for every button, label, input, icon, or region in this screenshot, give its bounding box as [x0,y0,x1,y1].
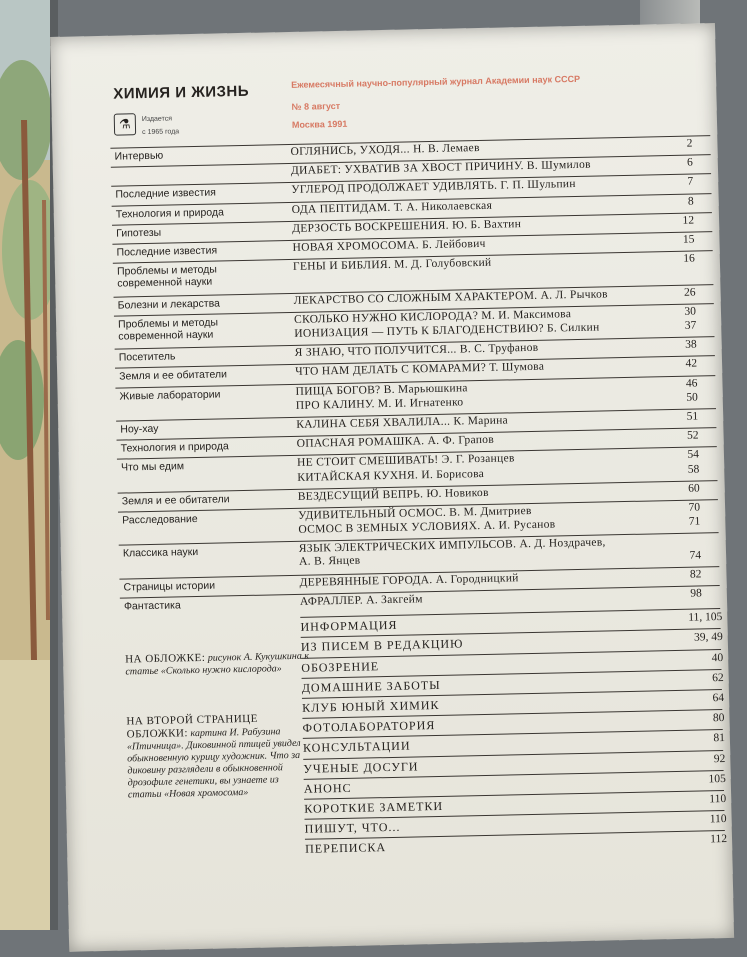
rubric-page-number: 40 [711,651,724,664]
toc-section-label: Последние известия [115,186,217,202]
toc-article-title[interactable]: ЯЗЫК ЭЛЕКТРИЧЕСКИХ ИМПУЛЬСОВ. А. Д. Ноздрачев, А. В. Янцев [298,536,606,569]
toc-section-label: Живые лаборатории [119,388,221,403]
rubric-page-number: 39, 49 [693,631,723,644]
toc-section-label: Классика науки [122,546,199,560]
rubric-page-number: 81 [713,732,726,745]
rubric-page-number: 112 [710,833,728,846]
toc-page-number: 46 [685,377,698,390]
toc-section-label: Проблемы и методы современной науки [117,316,219,343]
cover-note [125,650,310,679]
toc-section-label: Что мы едим [120,460,185,474]
rubric-title[interactable]: ПИШУТ, ЧТО... [304,819,401,836]
toc-article-title[interactable]: Я ЗНАЮ, ЧТО ПОЛУЧИТСЯ... В. С. Труфанов [294,341,539,360]
toc-section-label: Земля и ее обитатели [121,493,230,508]
toc-section-label: Гипотезы [116,226,162,240]
toc-section-label: Технология и природа [115,205,224,221]
rubric-page-number: 80 [712,712,725,725]
rubric-page-number: 92 [713,752,726,765]
toc-page-number: 26 [683,286,696,299]
rubric-title[interactable]: ФОТОЛАБОРАТОРИЯ [302,718,436,736]
magazine-title: ХИМИЯ И ЖИЗНЬ [113,82,250,103]
toc-page-number: 16 [683,252,695,265]
magazine-subtitle: Ежемесячный научно-популярный журнал Академии наук СССР [291,73,581,90]
rubric-title[interactable]: ИЗ ПИСЕМ В РЕДАКЦИЮ [300,636,464,655]
rubric-page-number: 110 [709,792,727,806]
issue-number: № 8 август [291,100,341,112]
toc-section-label: Последние известия [116,244,218,259]
toc-page-number: 54 [687,448,700,462]
toc-article-title[interactable]: НОВАЯ ХРОМОСОМА. Б. Лейбович [292,237,486,254]
toc-page-number: 51 [686,410,699,423]
toc-section-label: Проблемы и методы современной науки [116,263,218,290]
toc-article-title[interactable]: ДЕРЕВЯННЫЕ ГОРОДА. А. Городницкий [299,572,519,589]
toc-article-title[interactable]: ЛЕКАРСТВО СО СЛОЖНЫМ ХАРАКТЕРОМ. А. Л. Рычков [293,287,608,307]
toc-article-title[interactable]: ИОНИЗАЦИЯ — ПУТЬ К БЛАГОДЕНСТВИЮ? Б. Силкин [294,321,600,340]
toc-page-number: 30 [684,305,697,318]
toc-article-title[interactable]: ДИАБЕТ: УХВАТИВ ЗА ХВОСТ ПРИЧИНУ. В. Шумилов [290,158,591,178]
rubric-title[interactable]: УЧЕНЫЕ ДОСУГИ [303,759,419,776]
toc-article-title[interactable]: НЕ СТОИТ СМЕШИВАТЬ! Э. Г. Розанцев [296,452,515,470]
toc-article-title[interactable]: ДЕРЗОСТЬ ВОСКРЕШЕНИЯ. Ю. Б. Вахтин [292,217,522,235]
toc-page-number: 71 [688,515,701,528]
rubric-divider [304,790,724,800]
rubric-page-number: 105 [708,772,726,786]
toc-article-title[interactable]: АФРАЛЛЕР. А. Закгейм [299,593,423,608]
second-note-text: картина И. Рабузина «Птичница». Диковинной птицей увидел обыкновенную курицу художник. Что за диковину разглядели в обыкновенной дрозофиле генетики, вы узнаете из статьи «Новая хромосома» [126,726,301,801]
toc-article-title[interactable]: КИТАЙСКАЯ КУХНЯ. И. Борисова [297,467,485,484]
rubric-page-number: 64 [712,691,725,705]
chemistry-logo-icon: ⚗ [114,113,136,135]
toc-section-label: Посетитель [118,350,176,364]
toc-article-title[interactable]: УДИВИТЕЛЬНЫЙ ОСМОС. В. М. Дмитриев [298,504,532,522]
rubric-title[interactable]: АНОНС [303,780,352,796]
toc-page [50,23,734,952]
toc-page-number: 8 [687,195,694,208]
toc-page-number: 60 [688,482,700,495]
toc-page-number: 98 [690,587,702,600]
toc-section-label: Страницы истории [123,579,216,594]
toc-article-title[interactable]: ОДА ПЕПТИДАМ. Т. А. Николаевская [291,199,493,216]
since-text: Издается с 1965 года [141,115,180,137]
rubric-title[interactable]: ДОМАШНИЕ ЗАБОТЫ [301,677,441,695]
cover-spine [0,0,58,930]
toc-page-number: 70 [688,501,701,514]
rubric-page-number: 62 [712,671,724,685]
toc-page-number: 42 [685,357,698,371]
cover-illustration [0,0,58,930]
rubric-page-number: 11, 105 [688,611,723,624]
toc-article-title[interactable]: ОСМОС В ЗЕМНЫХ УСЛОВИЯХ. А. И. Русанов [298,518,556,537]
second-note-caption: НА ВТОРОЙ СТРАНИЦЕ ОБЛОЖКИ: [126,712,259,741]
toc-section-label: Фантастика [123,599,181,613]
toc-article-title[interactable]: ОГЛЯНИСЬ, УХОДЯ... Н. В. Лемаев [290,141,480,158]
toc-article-title[interactable]: УГЛЕРОД ПРОДОЛЖАЕТ УДИВЛЯТЬ. Г. П. Шульпин [291,178,576,197]
toc-section-label: Расследование [122,512,198,527]
toc-section-label: Интервью [114,149,164,163]
toc-article-title[interactable]: СКОЛЬКО НУЖНО КИСЛОРОДА? М. И. Максимова [293,307,572,326]
rubric-title[interactable]: ОБОЗРЕНИЕ [301,658,380,675]
cover-note-text: рисунок А. Кукушкина к статье «Сколько нужно кислорода» [125,650,310,678]
toc-page-number: 58 [687,463,700,476]
toc-section-label: Ноу-хау [120,422,159,436]
city-year: Москва 1991 [291,118,348,130]
toc-article-title[interactable]: ГЕНЫ И БИБЛИЯ. М. Д. Голубовский [292,256,492,274]
rubric-title[interactable]: КЛУБ ЮНЫЙ ХИМИК [302,697,440,715]
toc-article-title[interactable]: ПИЩА БОГОВ? В. Марьюшкина [295,381,468,398]
rubric-title[interactable]: ПЕРЕПИСКА [304,840,387,857]
toc-section-label: Болезни и лекарства [117,297,221,312]
cover-note-caption: НА ОБЛОЖКЕ: [125,651,206,666]
second-cover-note [126,712,313,802]
toc-article-title[interactable]: КАЛИНА СЕБЯ ХВАЛИЛА... К. Марина [296,414,509,431]
toc-page-number: 7 [687,175,694,189]
toc-page-number: 2 [686,137,693,150]
toc-article-title[interactable]: ЧТО НАМ ДЕЛАТЬ С КОМАРАМИ? Т. Шумова [295,361,545,379]
table-of-contents [110,135,710,613]
rubric-title[interactable]: КОРОТКИЕ ЗАМЕТКИ [304,798,444,816]
rubric-title[interactable]: КОНСУЛЬТАЦИИ [302,738,411,756]
toc-article-title[interactable]: ПРО КАЛИНУ. М. И. Игнатенко [295,396,464,412]
toc-page-number: 38 [685,338,697,351]
toc-page-number: 74 [689,549,702,562]
toc-section-label: Технология и природа [120,440,229,455]
toc-page-number: 37 [684,319,697,332]
toc-page-number: 15 [682,233,695,246]
toc-article-title[interactable]: ВЕЗДЕСУЩИЙ ВЕПРЬ. Ю. Новиков [297,486,489,503]
toc-page-number: 6 [686,156,693,169]
rubric-divider [300,608,720,618]
toc-page-number: 52 [686,429,699,442]
toc-page-number: 50 [686,391,698,404]
toc-section-label: Земля и ее обитатели [119,368,228,383]
toc-page-number: 12 [682,214,695,227]
rubric-title[interactable]: ИНФОРМАЦИЯ [300,618,398,635]
rubric-page-number: 110 [709,813,727,826]
toc-article-title[interactable]: ОПАСНАЯ РОМАШКА. А. Ф. Грапов [296,433,495,451]
toc-page-number: 82 [689,568,702,581]
